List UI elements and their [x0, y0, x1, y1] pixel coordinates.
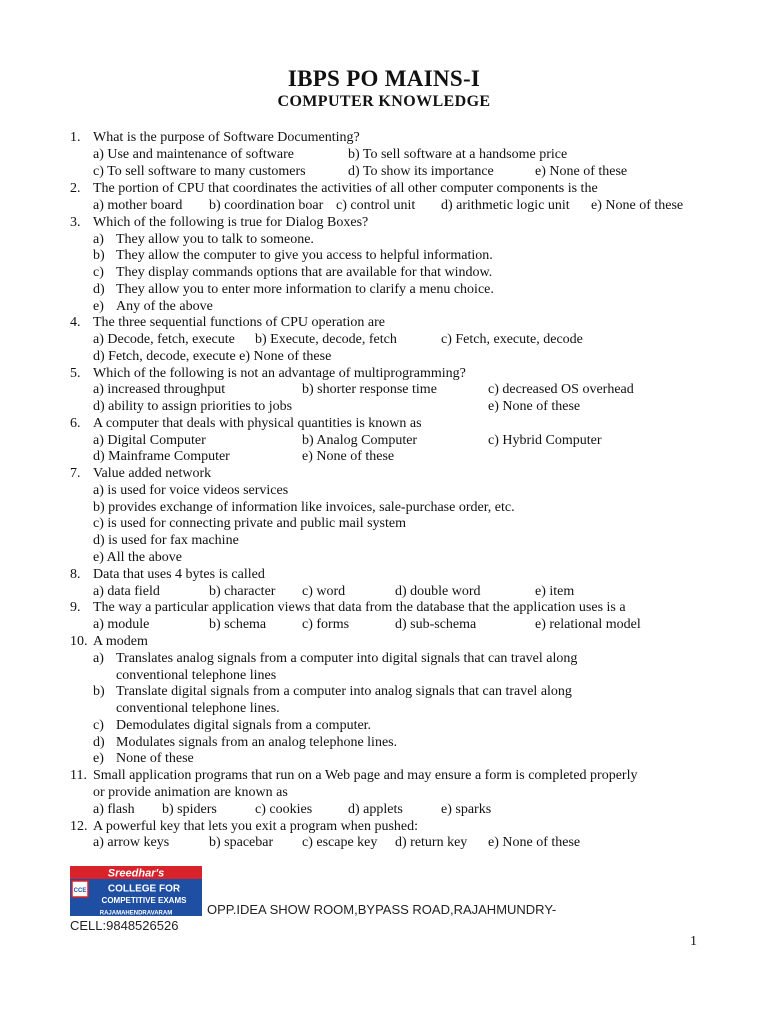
logo-line2: COLLEGE FOR [107, 883, 181, 895]
option: a) module [93, 617, 150, 632]
option: conventional telephone lines. [116, 701, 280, 716]
logo-line4: RAJAMAHENDRAVARAM [99, 910, 173, 916]
option: c) is used for connecting private and public mail system [93, 516, 406, 531]
question-text: Value added network [93, 466, 212, 481]
option: a) flash [93, 802, 135, 817]
option: d) arithmetic logic unit [441, 198, 570, 213]
option-label: c) [93, 265, 104, 280]
option: e) None of these [302, 449, 395, 464]
question-number: 12. [70, 819, 88, 834]
option: d) Mainframe Computer [93, 449, 230, 464]
option: d) is used for fax machine [93, 533, 239, 548]
question-text: A powerful key that lets you exit a program when pushed: [93, 819, 419, 834]
option: c) Hybrid Computer [488, 433, 602, 448]
option: They allow the computer to give you access to helpful information. [116, 248, 493, 263]
option: c) control unit [336, 198, 416, 213]
question-number: 1. [70, 130, 81, 145]
option: a) increased throughput [93, 382, 226, 397]
option-label: c) [93, 718, 104, 733]
question-text: Small application programs that run on a Web page and may ensure a form is completed properly [93, 768, 638, 783]
option: b) spacebar [209, 835, 274, 850]
option: b) character [209, 584, 276, 599]
question-number: 6. [70, 416, 81, 431]
option: d) Fetch, decode, execute e) None of these [93, 349, 332, 364]
option: b) Analog Computer [302, 433, 418, 448]
option: Demodulates digital signals from a computer. [116, 718, 372, 733]
option: They allow you to talk to someone. [116, 232, 314, 247]
option: e) relational model [535, 617, 641, 632]
option: c) forms [302, 617, 350, 632]
option: b) coordination boar [209, 198, 324, 213]
option: c) decreased OS overhead [488, 382, 634, 397]
logo-badge-text: CCE [73, 888, 87, 894]
option-label: b) [93, 248, 105, 263]
option-label: e) [93, 299, 104, 314]
option: e) None of these [591, 198, 684, 213]
option: e) None of these [488, 399, 581, 414]
option: c) To sell software to many customers [93, 164, 306, 179]
option: c) Fetch, execute, decode [441, 332, 583, 347]
option: e) item [535, 584, 575, 599]
option-label: b) [93, 684, 105, 699]
question-number: 7. [70, 466, 81, 481]
footer-cell: CELL:9848526526 [70, 918, 179, 933]
question-number: 8. [70, 567, 81, 582]
question-number: 10. [70, 634, 88, 649]
option: e) None of these [488, 835, 581, 850]
option: e) All the above [93, 550, 183, 565]
option: None of these [116, 751, 194, 766]
option: d) To show its importance [348, 164, 494, 179]
question-number: 9. [70, 600, 81, 615]
question-text: The portion of CPU that coordinates the activities of all other computer components is the [93, 181, 598, 196]
question-number: 3. [70, 215, 81, 230]
document-subtitle: COMPUTER KNOWLEDGE [277, 93, 491, 110]
option: b) shorter response time [302, 382, 437, 397]
question-text: The way a particular application views that data from the database that the application uses is a [93, 600, 626, 615]
question-number: 4. [70, 315, 81, 330]
logo-line1: Sreedhar's [107, 867, 165, 880]
option: d) sub-schema [395, 617, 477, 632]
question-text: Which of the following is true for Dialog Boxes? [93, 215, 369, 230]
logo-line3: COMPETITIVE EXAMS [101, 896, 187, 905]
option: a) Use and maintenance of software [93, 147, 294, 162]
question-text: or provide animation are known as [93, 785, 288, 800]
option: They allow you to enter more information to clarify a menu choice. [116, 282, 494, 297]
option: a) is used for voice videos services [93, 483, 289, 498]
question-text: Which of the following is not an advantage of multiprogramming? [93, 366, 466, 381]
question-text: A modem [93, 634, 148, 649]
question-text: Data that uses 4 bytes is called [93, 567, 265, 582]
option: e) sparks [441, 802, 492, 817]
option-label: d) [93, 735, 105, 750]
question-text: The three sequential functions of CPU operation are [93, 315, 385, 330]
question-text: A computer that deals with physical quantities is known as [93, 416, 422, 431]
footer-address: OPP.IDEA SHOW ROOM,BYPASS ROAD,RAJAHMUNDRY- [207, 902, 557, 917]
option-label: d) [93, 282, 105, 297]
option: conventional telephone lines [116, 668, 277, 683]
option: d) ability to assign priorities to jobs [93, 399, 293, 414]
option: c) cookies [255, 802, 313, 817]
option: d) applets [348, 802, 403, 817]
option: a) mother board [93, 198, 183, 213]
option: a) Decode, fetch, execute [93, 332, 235, 347]
option-label: a) [93, 651, 104, 666]
option: b) Execute, decode, fetch [255, 332, 397, 347]
option: a) arrow keys [93, 835, 170, 850]
option: a) data field [93, 584, 160, 599]
option: Any of the above [116, 299, 213, 314]
option: Modulates signals from an analog telephone lines. [116, 735, 398, 750]
page-number: 1 [690, 934, 697, 949]
question-number: 2. [70, 181, 81, 196]
option-label: a) [93, 232, 104, 247]
question-number: 11. [70, 768, 87, 783]
option: c) escape key [302, 835, 378, 850]
option: b) spiders [162, 802, 217, 817]
college-logo [70, 866, 202, 916]
question-number: 5. [70, 366, 81, 381]
option: b) schema [209, 617, 267, 632]
option: b) To sell software at a handsome price [348, 147, 568, 162]
option: b) provides exchange of information like invoices, sale-purchase order, etc. [93, 500, 515, 515]
option-label: e) [93, 751, 104, 766]
option: e) None of these [535, 164, 628, 179]
option: c) word [302, 584, 346, 599]
option: Translates analog signals from a computer into digital signals that can travel along [116, 651, 578, 666]
option: They display commands options that are available for that window. [116, 265, 493, 280]
option: d) double word [395, 584, 481, 599]
document-title: IBPS PO MAINS-I [287, 66, 481, 91]
option: a) Digital Computer [93, 433, 206, 448]
question-text: What is the purpose of Software Documenting? [93, 130, 360, 145]
option: Translate digital signals from a computer into analog signals that can travel along [116, 684, 572, 699]
option: d) return key [395, 835, 468, 850]
